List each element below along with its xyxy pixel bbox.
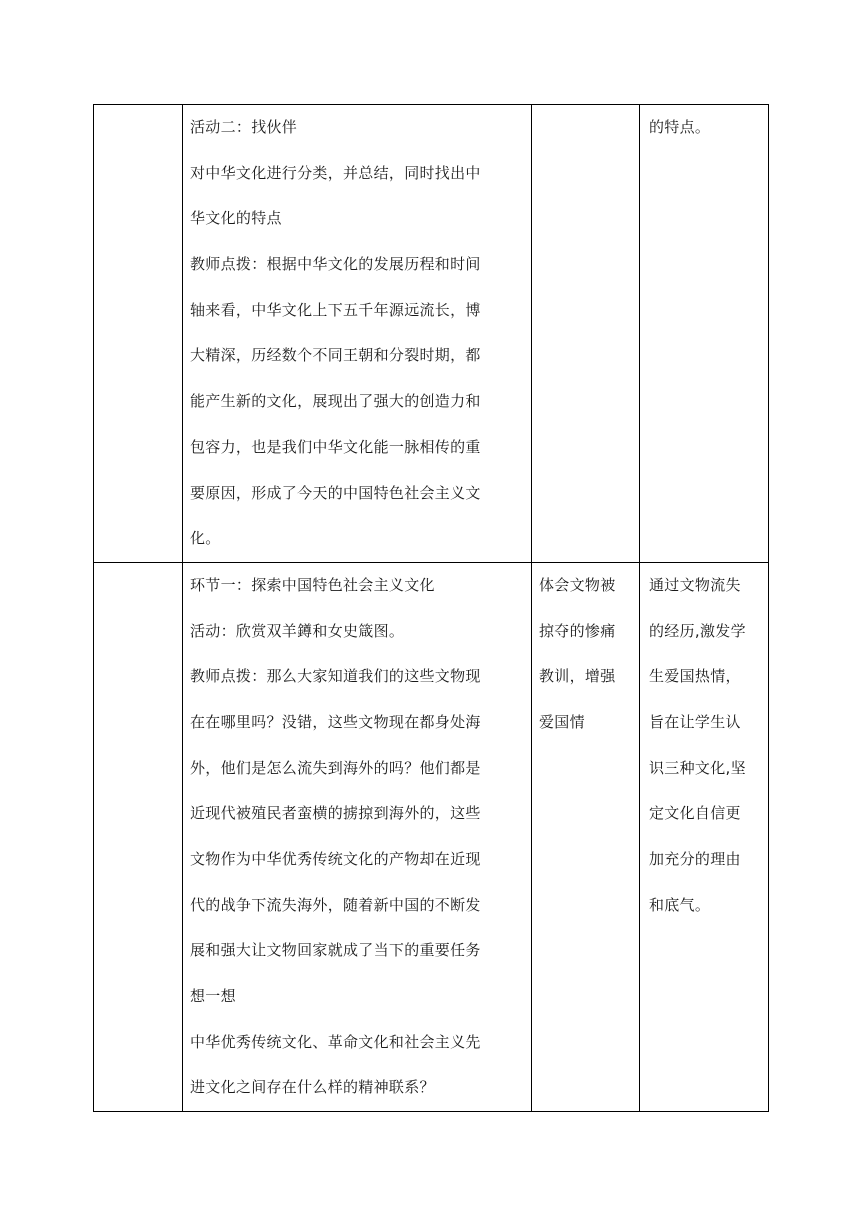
text-line: 文物作为中华优秀传统文化的产物却在近现 [190,850,481,868]
activity-cell [183,562,532,1111]
text-line: 体会文物被 [539,575,616,594]
text-line: 在在哪里吗？没错，这些文物现在都身处海 [190,712,481,731]
text-line: 要原因，形成了今天的中国特色社会主义文 [190,483,481,502]
text-line: 旨在让学生认 [649,712,741,731]
stage-cell [94,105,183,563]
text-line: 活动：欣赏双羊鐏和女史箴图。 [190,621,405,640]
text-line: 爱国情 [539,712,585,731]
text-line: 中华优秀传统文化、革命文化和社会主义先 [190,1032,481,1051]
goal-cell [532,105,640,563]
text-line: 轴来看，中华文化上下五千年源远流长，博 [190,300,481,319]
text-line: 想一想 [190,987,236,1006]
text-line: 的经历,激发学 [649,621,746,640]
text-line: 对中华文化进行分类，并总结，同时找出中 [190,163,481,182]
text-line: 化。 [190,529,221,548]
text-line: 近现代被殖民者蛮横的掳掠到海外的，这些 [190,804,481,823]
text-line: 和底气。 [649,895,711,914]
stage-cell [94,562,183,1111]
text-line: 定文化自信更 [649,804,741,823]
text-line: 教师点拨：那么大家知道我们的这些文物现 [190,667,481,686]
lesson-plan-table [93,104,769,1112]
text-line: 能产生新的文化，展现出了强大的创造力和 [190,392,481,411]
text-line: 通过文物流失 [649,575,741,594]
intent-cell [640,105,769,563]
activity-cell [183,105,532,563]
text-line: 进文化之间存在什么样的精神联系？ [190,1078,435,1097]
text-line: 的特点。 [649,118,711,136]
text-line: 掠夺的惨痛 [539,621,616,640]
table-row [94,105,769,563]
text-line: 外，他们是怎么流失到海外的吗？他们都是 [190,758,481,777]
table-row [94,562,769,1111]
text-line: 华文化的特点 [190,209,282,228]
text-line: 教训，增强 [539,667,616,686]
goal-cell [532,562,640,1111]
text-line: 活动二：找伙伴 [190,118,298,136]
text-line: 识三种文化,坚 [649,758,746,777]
text-line: 代的战争下流失海外，随着新中国的不断发 [190,895,481,914]
text-line: 包容力，也是我们中华文化能一脉相传的重 [190,437,481,456]
text-line: 教师点拨：根据中华文化的发展历程和时间 [190,255,481,274]
text-line: 展和强大让文物回家就成了当下的重要任务 [190,941,481,960]
intent-cell [640,562,769,1111]
text-line: 生爱国热情， [649,667,741,686]
text-line: 大精深，历经数个不同王朝和分裂时期，都 [190,346,481,365]
text-line: 环节一：探索中国特色社会主义文化 [190,575,435,594]
text-line: 加充分的理由 [649,850,741,868]
